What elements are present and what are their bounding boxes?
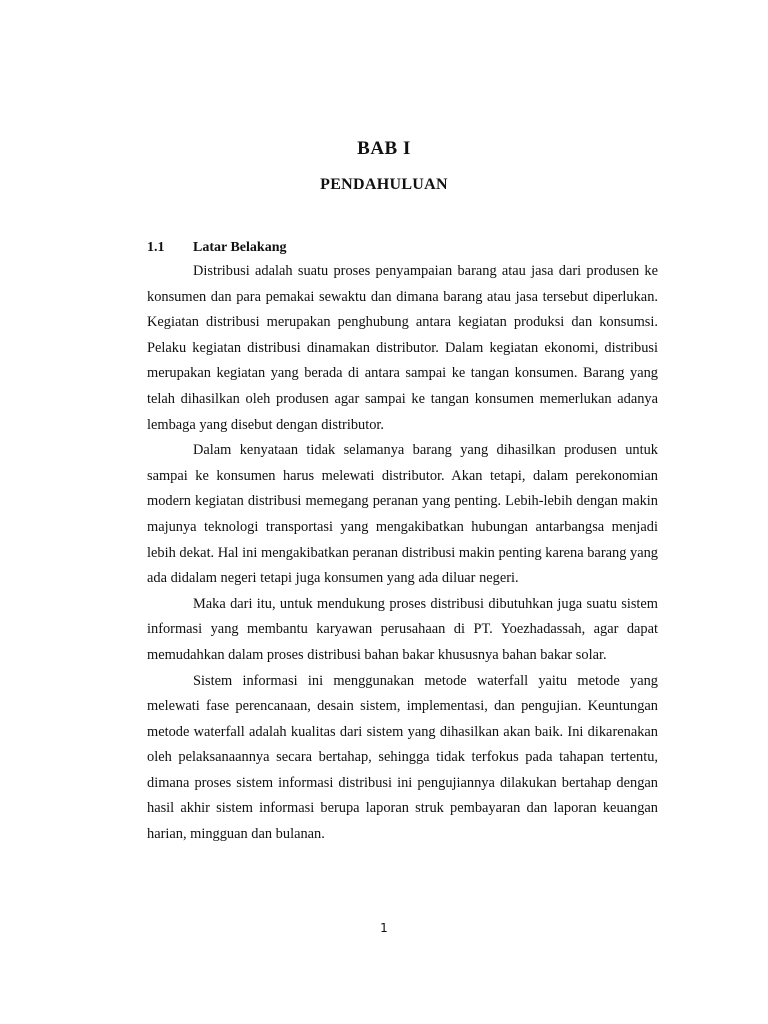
chapter-title: PENDAHULUAN: [320, 176, 448, 193]
paragraph-4: Sistem informasi ini menggunakan metode waterfall yaitu metode yang melewati fase perencanaan, desain sistem, implementasi, dan pengujian. Keuntungan metode waterfall adalah kualitas dari sistem yang dihasilkan akan baik. Ini dikarenakan oleh pelaksanaannya secara bertahap, sehingga tidak terfokus pada tahapan tertentu, dimana proses sistem informasi distribusi ini pengujiannya dilakukan bertahap dengan hasil akhir sistem informasi berupa laporan struk pembayaran dan laporan keuangan harian, mingguan dan bulanan.: [147, 672, 658, 843]
paragraph-3: Maka dari itu, untuk mendukung proses distribusi dibutuhkan juga suatu sistem informasi yang membantu karyawan perusahaan di PT. Yoezhadassah, agar dapat memudahkan dalam proses distribusi bahan bakar khususnya bahan bakar solar.: [147, 595, 658, 663]
section-number: 1.1: [147, 240, 165, 255]
paragraph-1: Distribusi adalah suatu proses penyampaian barang atau jasa dari produsen ke konsumen dan para pemakai sewaktu dan dimana barang atau jasa tersebut diperlukan. Kegiatan distribusi merupakan penghubung antara kegiatan produksi dan konsumsi. Pelaku kegiatan distribusi dinamakan distributor. Dalam kegiatan ekonomi, distribusi merupakan kegiatan yang berada di antara sampai ke tangan konsumen. Barang yang telah dihasilkan oleh produsen agar sampai ke tangan konsumen memerlukan adanya lembaga yang disebut dengan distributor.: [147, 263, 658, 433]
section-heading: [147, 240, 286, 256]
section-title: Latar Belakang: [193, 240, 287, 255]
chapter-number: BAB I: [357, 138, 411, 159]
paragraph-2: Dalam kenyataan tidak selamanya barang yang dihasilkan produsen untuk sampai ke konsumen harus melewati distributor. Akan tetapi, dalam perekonomian modern kegiatan distribusi memegang peranan yang penting. Lebih-lebih dengan makin majunya teknologi transportasi yang mengakibatkan hubungan antarbangsa menjadi lebih dekat. Hal ini mengakibatkan peranan distribusi makin penting karena barang yang ada didalam negeri tetapi juga konsumen yang ada diluar negeri.: [147, 442, 658, 587]
body-text: [147, 259, 658, 848]
page-number: 1: [380, 921, 388, 935]
